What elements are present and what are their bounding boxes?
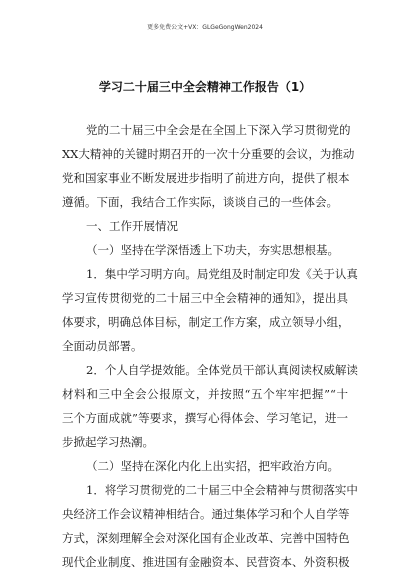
paragraph-line: 党和国家事业不断发展进步指明了前进方向，提供了根本 xyxy=(62,171,350,185)
paragraph-line: 央经济工作会议精神相结合。通过集体学习和个人自学等 xyxy=(62,507,350,521)
paragraph-line: 党的二十届三中全会是在全国上下深入学习贯彻党的 xyxy=(86,123,351,137)
paragraph-line: 三个方面成就”等要求，撰写心得体会、学习笔记，进一 xyxy=(62,411,348,425)
paragraph-line: 学习宣传贯彻党的二十届三中全会精神的通知》，提出具 xyxy=(62,291,348,305)
paragraph-line: 步掀起学习热潮。 xyxy=(62,435,154,449)
section-heading: 一、工作开展情况 xyxy=(86,219,178,233)
header-note: 更多免费公文+VX：GLGeGongWen2024 xyxy=(147,24,263,31)
paragraph-line: 现代企业制度、推进国有金融资本、民营资本、外资积极 xyxy=(62,555,350,569)
paragraph-line: 2．个人自学提效能。全体党员干部认真阅读权威解读 xyxy=(86,363,358,377)
paragraph-line: 1．将学习贯彻党的二十届三中全会精神与贯彻落实中 xyxy=(86,483,358,497)
paragraph-line: 1．集中学习明方向。局党组及时制定印发《关于认真 xyxy=(86,267,358,281)
paragraph-line: 遵循。下面，我结合工作实际，谈谈自己的一些体会。 xyxy=(62,195,338,209)
paragraph-line: 体要求，明确总体目标，制定工作方案，成立领导小组， xyxy=(62,315,350,329)
subsection-heading: （一）坚持在学深悟透上下功夫，夯实思想根基。 xyxy=(86,243,339,257)
paragraph-line: 材料和三中全会公报原文，并按照“五个牢牢把握”“十 xyxy=(62,387,348,401)
subsection-heading: （二）坚持在深化内化上出实招，把牢政治方向。 xyxy=(86,459,339,473)
document-title: 学习二十届三中全会精神工作报告（1） xyxy=(98,80,312,94)
paragraph-line: XX大精神的关键时期召开的一次十分重要的会议，为推动 xyxy=(62,147,355,161)
paragraph-line: 全面动员部署。 xyxy=(62,339,143,353)
paragraph-line: 方式，深刻理解全会对深化国有企业改革、完善中国特色 xyxy=(62,531,350,545)
